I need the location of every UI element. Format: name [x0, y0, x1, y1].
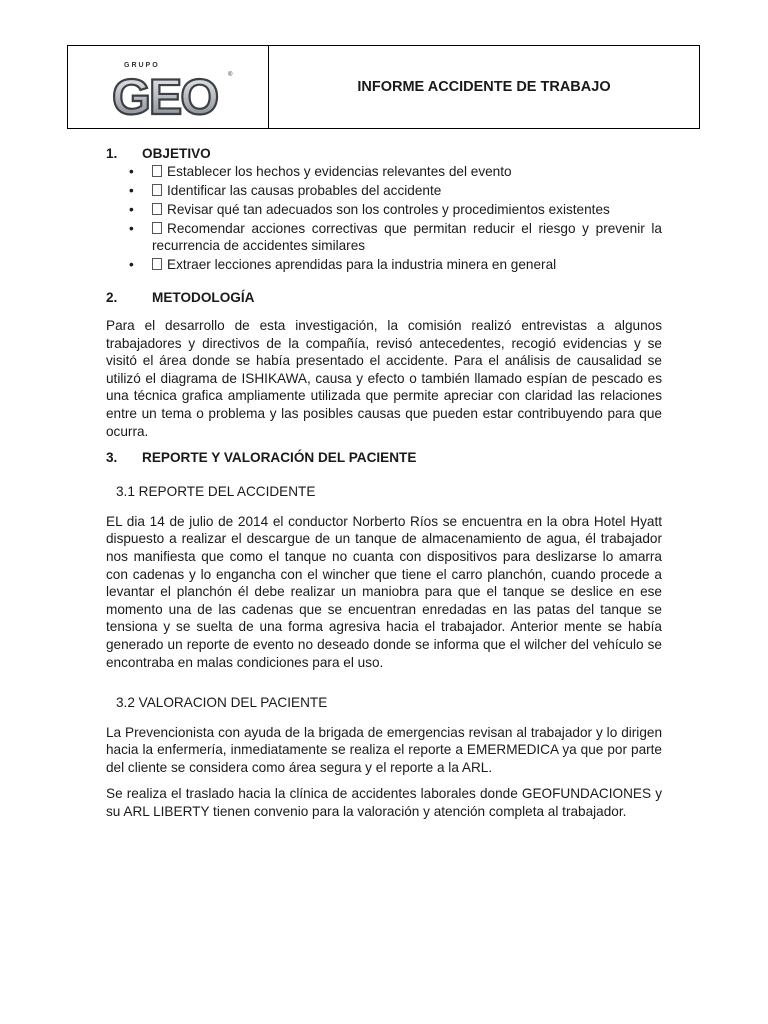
logo-cell: [68, 46, 269, 128]
subsection-title-valoracion: 3.2 VALORACION DEL PACIENTE: [116, 695, 328, 711]
metodologia-paragraph: Para el desarrollo de esta investigación, la comisión realizó entrevistas a algunos trabajadores y directivos de la compañía, revisó antecedentes, recogió evidencias y se visitó el área donde se había presentado el accidente. Para el análisis de causalidad se utilizó el diagrama de ISHIKAWA, causa y efecto o también llamado espían de pescado es una técnica grafica ampliamente utilizada que permite apreciar con claridad las relaciones entre un tema o problema y las posibles causas que pueden estar contribuyendo para que ocurra.: [106, 318, 662, 439]
section-number: 1.: [106, 146, 118, 161]
subsection-title-reporte: 3.1 REPORTE DEL ACCIDENTE: [116, 484, 316, 500]
objective-list: [106, 163, 662, 273]
checkbox-glyph-icon: [152, 258, 162, 270]
list-item: • Revisar qué tan adecuados son los controles y procedimientos existentes: [129, 202, 610, 217]
document-body: [106, 146, 662, 821]
bullet-icon: •: [129, 202, 134, 217]
svg-text:®: ®: [228, 72, 233, 78]
checkbox-glyph-icon: [152, 165, 162, 177]
section-number: 2.: [106, 290, 118, 305]
list-item: • Extraer lecciones aprendidas para la industria minera en general: [129, 257, 557, 272]
section-title: REPORTE Y VALORACIÓN DEL PACIENTE: [142, 450, 417, 466]
bullet-icon: •: [129, 221, 134, 236]
checkbox-glyph-icon: [152, 222, 162, 234]
bullet-icon: •: [129, 164, 134, 179]
logo-big-text: GEO: [112, 69, 218, 122]
logo-small-text: GRUPO: [124, 62, 160, 69]
section-number: 3.: [106, 450, 118, 466]
grupo-geo-logo: [110, 58, 240, 122]
list-item: • Recomendar acciones correctivas que permitan reducir el riesgo y prevenir la recurrencia de accidentes similares: [129, 221, 662, 253]
section-title: OBJETIVO: [142, 146, 211, 161]
section-objetivo-heading: [106, 146, 662, 161]
valoracion-paragraph-1: La Prevencionista con ayuda de la brigada de emergencias revisan al trabajador y lo dirigen hacia la enfermería, inmediatamente se realiza el reporte a EMERMEDICA ya que por parte del cliente se considera como área segura y el reporte a la ARL.: [106, 724, 662, 775]
bullet-icon: •: [129, 257, 134, 272]
document-title: INFORME ACCIDENTE DE TRABAJO: [357, 79, 611, 95]
reporte-paragraph: EL dia 14 de julio de 2014 el conductor Norberto Ríos se encuentra en la obra Hotel Hyatt dispuesto a realizar el descargue de un tanque de almacenamiento de agua, él trabajador nos manifiesta que como el tanque no cuanta con dispositivos para deslizarse lo amarra con cadenas y lo engancha con el wincher que tiene el carro planchón, cuando procede a levantar el planchón él debe realizar un maniobra para que el tanque se deslice en ese momento una de las cadenas que se encuentran enredadas en las patas del tanque se tensiona y se suelta de una forma agresiva hacia el trabajador. Anterior mente se había generado un reporte de evento no deseado donde se informa que el wilcher del vehículo se encontraba en malas condiciones para el uso.: [106, 513, 662, 670]
list-item: • Identificar las causas probables del accidente: [129, 183, 442, 198]
document-header: [67, 45, 700, 129]
bullet-icon: •: [129, 183, 134, 198]
checkbox-glyph-icon: [152, 184, 162, 196]
valoracion-paragraph-2: Se realiza el traslado hacia la clínica de accidentes laborales donde GEOFUNDACIONES y su ARL LIBERTY tienen convenio para la valoración y atención completa al trabajador.: [106, 786, 662, 820]
section-metodologia-heading: [106, 290, 662, 305]
checkbox-glyph-icon: [152, 203, 162, 215]
list-item: • Establecer los hechos y evidencias relevantes del evento: [129, 164, 512, 179]
section-reporte-heading: [106, 450, 662, 465]
section-title: METODOLOGÍA: [152, 290, 255, 305]
